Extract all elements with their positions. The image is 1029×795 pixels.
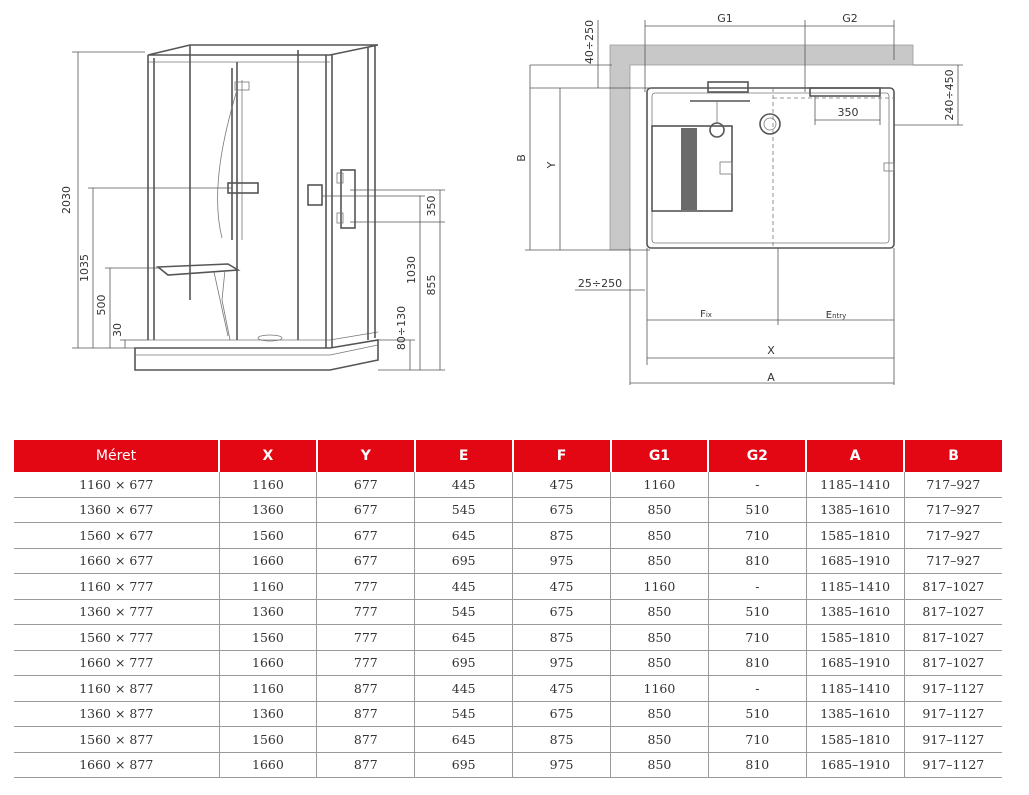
header-meret: Méret — [14, 440, 219, 472]
side-view-dimensions — [60, 52, 445, 370]
cell-g2: 710 — [708, 523, 806, 549]
cell-g2: 710 — [708, 727, 806, 753]
cell-g1: 850 — [611, 752, 709, 778]
table-row — [14, 574, 1002, 600]
table-row — [14, 701, 1002, 727]
cell-meret: 1160 × 777 — [14, 574, 219, 600]
dim-a: A — [767, 371, 775, 384]
cell-g1: 1160 — [611, 574, 709, 600]
cell-f: 975 — [513, 650, 611, 676]
cell-g2: - — [708, 574, 806, 600]
cell-a: 1185–1410 — [806, 472, 904, 497]
table-row — [14, 472, 1002, 497]
cell-g1: 1160 — [611, 676, 709, 702]
cell-x: 1660 — [219, 650, 317, 676]
table-row — [14, 523, 1002, 549]
cell-e: 645 — [415, 523, 513, 549]
cell-g2: 510 — [708, 701, 806, 727]
cell-g2: 810 — [708, 548, 806, 574]
cell-e: 695 — [415, 548, 513, 574]
cell-g2: 710 — [708, 625, 806, 651]
dim-g1: G1 — [717, 12, 733, 25]
cell-f: 975 — [513, 548, 611, 574]
dim-80-130: 80÷130 — [395, 305, 408, 351]
cell-a: 1585–1810 — [806, 625, 904, 651]
cell-g2: 810 — [708, 650, 806, 676]
cell-meret: 1160 × 877 — [14, 676, 219, 702]
dim-y: Y — [545, 161, 558, 169]
cell-b: 717–927 — [904, 472, 1002, 497]
cell-b: 717–927 — [904, 523, 1002, 549]
table-row — [14, 650, 1002, 676]
cell-meret: 1560 × 677 — [14, 523, 219, 549]
cell-b: 817–1027 — [904, 574, 1002, 600]
dim-2030: 2030 — [60, 186, 73, 214]
cell-e: 445 — [415, 472, 513, 497]
cell-meret: 1560 × 777 — [14, 625, 219, 651]
cell-f: 875 — [513, 523, 611, 549]
cell-y: 877 — [317, 701, 415, 727]
dim-1035: 1035 — [78, 254, 91, 282]
cell-g1: 850 — [611, 599, 709, 625]
cell-x: 1560 — [219, 523, 317, 549]
cell-g2: - — [708, 676, 806, 702]
table-row — [14, 548, 1002, 574]
dim-240-450: 240÷450 — [943, 69, 956, 121]
cell-e: 545 — [415, 497, 513, 523]
header-y: Y — [317, 440, 415, 472]
header-b: B — [904, 440, 1002, 472]
cell-a: 1685–1910 — [806, 548, 904, 574]
cell-y: 777 — [317, 599, 415, 625]
cell-x: 1160 — [219, 472, 317, 497]
cell-f: 475 — [513, 472, 611, 497]
cell-y: 677 — [317, 497, 415, 523]
cell-g2: 510 — [708, 497, 806, 523]
cell-y: 877 — [317, 676, 415, 702]
dim-40-250: 40÷250 — [583, 19, 596, 65]
table-header-row — [14, 440, 1002, 472]
seat-slats — [681, 128, 697, 210]
header-a: A — [806, 440, 904, 472]
cell-g2: 510 — [708, 599, 806, 625]
dim-350: 350 — [425, 195, 438, 217]
dim-25-250: 25÷250 — [577, 277, 623, 290]
cell-g2: 810 — [708, 752, 806, 778]
cell-a: 1685–1910 — [806, 650, 904, 676]
table-row — [14, 599, 1002, 625]
cell-f: 875 — [513, 625, 611, 651]
cell-x: 1660 — [219, 548, 317, 574]
dim-855: 855 — [425, 274, 438, 296]
cell-x: 1360 — [219, 599, 317, 625]
cell-b: 817–1027 — [904, 650, 1002, 676]
dim-g2: G2 — [842, 12, 858, 25]
cell-g1: 850 — [611, 701, 709, 727]
cell-meret: 1660 × 877 — [14, 752, 219, 778]
cell-g1: 1160 — [611, 472, 709, 497]
cell-b: 717–927 — [904, 548, 1002, 574]
table-row — [14, 497, 1002, 523]
cell-b: 917–1127 — [904, 676, 1002, 702]
cell-b: 717–927 — [904, 497, 1002, 523]
header-e: E — [415, 440, 513, 472]
cell-x: 1360 — [219, 497, 317, 523]
cell-g2: - — [708, 472, 806, 497]
cell-y: 777 — [317, 574, 415, 600]
cell-b: 917–1127 — [904, 752, 1002, 778]
header-f: F — [513, 440, 611, 472]
cell-a: 1385–1610 — [806, 599, 904, 625]
cell-f: 675 — [513, 497, 611, 523]
cell-f: 975 — [513, 752, 611, 778]
cell-e: 445 — [415, 574, 513, 600]
cell-y: 877 — [317, 752, 415, 778]
cell-e: 695 — [415, 752, 513, 778]
side-view-drawing — [135, 45, 378, 370]
cell-meret: 1160 × 677 — [14, 472, 219, 497]
cell-a: 1685–1910 — [806, 752, 904, 778]
cell-g1: 850 — [611, 625, 709, 651]
cell-y: 677 — [317, 472, 415, 497]
cell-a: 1185–1410 — [806, 574, 904, 600]
size-spec-table — [14, 440, 1002, 778]
cell-b: 817–1027 — [904, 599, 1002, 625]
table-row — [14, 676, 1002, 702]
cell-e: 545 — [415, 599, 513, 625]
dim-x: X — [767, 344, 775, 357]
cell-b: 917–1127 — [904, 701, 1002, 727]
cell-g1: 850 — [611, 497, 709, 523]
cell-a: 1185–1410 — [806, 676, 904, 702]
cell-a: 1585–1810 — [806, 727, 904, 753]
cell-a: 1385–1610 — [806, 497, 904, 523]
cell-y: 777 — [317, 625, 415, 651]
dim-entry: Entry — [825, 310, 847, 321]
cell-y: 677 — [317, 548, 415, 574]
cell-x: 1160 — [219, 574, 317, 600]
wall-shape — [610, 45, 913, 250]
cell-e: 645 — [415, 625, 513, 651]
dim-30: 30 — [111, 323, 124, 337]
header-g2: G2 — [708, 440, 806, 472]
plan-view-dimensions — [515, 12, 963, 385]
plan-view-drawing — [610, 45, 913, 250]
cell-x: 1360 — [219, 701, 317, 727]
dim-350-plan: 350 — [837, 106, 859, 119]
cell-a: 1385–1610 — [806, 701, 904, 727]
cell-f: 475 — [513, 676, 611, 702]
cell-e: 645 — [415, 727, 513, 753]
cell-meret: 1660 × 777 — [14, 650, 219, 676]
cell-y: 877 — [317, 727, 415, 753]
table-row — [14, 727, 1002, 753]
cell-g1: 850 — [611, 650, 709, 676]
cell-e: 445 — [415, 676, 513, 702]
cell-y: 677 — [317, 523, 415, 549]
table-row — [14, 625, 1002, 651]
cell-g1: 850 — [611, 727, 709, 753]
cell-y: 777 — [317, 650, 415, 676]
table-body — [14, 472, 1002, 778]
cell-b: 817–1027 — [904, 625, 1002, 651]
cell-meret: 1660 × 677 — [14, 548, 219, 574]
cell-f: 875 — [513, 727, 611, 753]
table-row — [14, 752, 1002, 778]
header-x: X — [219, 440, 317, 472]
cell-f: 675 — [513, 701, 611, 727]
cell-b: 917–1127 — [904, 727, 1002, 753]
cell-meret: 1360 × 777 — [14, 599, 219, 625]
cell-e: 695 — [415, 650, 513, 676]
cell-g1: 850 — [611, 548, 709, 574]
cell-f: 475 — [513, 574, 611, 600]
header-g1: G1 — [611, 440, 709, 472]
cell-meret: 1360 × 677 — [14, 497, 219, 523]
cell-x: 1560 — [219, 727, 317, 753]
dim-b: B — [515, 154, 528, 162]
cell-f: 675 — [513, 599, 611, 625]
cell-meret: 1360 × 877 — [14, 701, 219, 727]
cell-x: 1160 — [219, 676, 317, 702]
cell-g1: 850 — [611, 523, 709, 549]
cell-e: 545 — [415, 701, 513, 727]
dim-1030: 1030 — [405, 256, 418, 284]
cell-meret: 1560 × 877 — [14, 727, 219, 753]
dim-fix: Fix — [700, 309, 712, 320]
dim-500: 500 — [95, 294, 108, 316]
cell-x: 1560 — [219, 625, 317, 651]
cell-x: 1660 — [219, 752, 317, 778]
cell-a: 1585–1810 — [806, 523, 904, 549]
